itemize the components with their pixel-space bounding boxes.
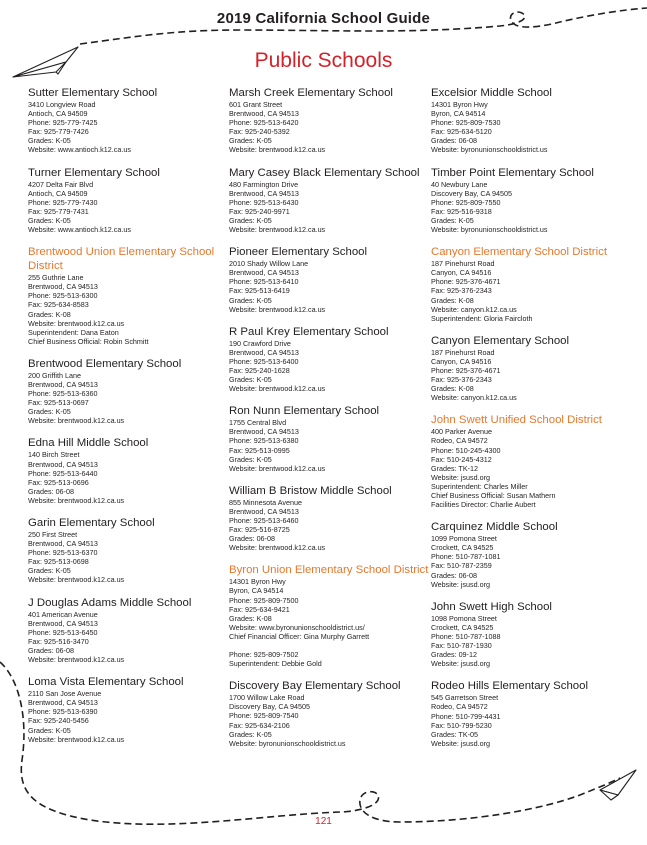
grades-line: Grades: K-08 xyxy=(431,384,474,394)
website-line: Website: brentwood.k12.ca.us xyxy=(28,575,125,585)
fax-line: Fax: 510-787-1930 xyxy=(431,641,492,651)
phone-line: Phone: 925-513-6440 xyxy=(28,468,98,478)
school-listing xyxy=(28,596,228,665)
address-line: 140 Birch Street xyxy=(28,450,80,460)
address-line: 1099 Pomona Street xyxy=(431,534,497,544)
phone-line: Phone: 925-376-4671 xyxy=(431,277,501,287)
website-line: Website: byronunionschooldistrict.us xyxy=(431,225,548,235)
school-listing xyxy=(229,404,429,473)
city-line: Brentwood, CA 94513 xyxy=(28,459,98,469)
website-line: Website: brentwood.k12.ca.us xyxy=(28,318,125,328)
address-line: 1755 Central Blvd xyxy=(229,418,287,428)
detail-line: Facilities Director: Charlie Aubert xyxy=(431,500,536,510)
website-line: Website: www.byronunionschooldistrict.us/ xyxy=(229,622,365,632)
city-line: Byron, CA 94514 xyxy=(229,586,284,596)
grades-line: Grades: K-05 xyxy=(431,215,474,225)
school-listing xyxy=(28,166,228,235)
address-line: 187 Pinehurst Road xyxy=(431,259,495,269)
website-line: Website: jsusd.org xyxy=(431,579,490,589)
phone-line: Phone: 925-513-6450 xyxy=(28,627,98,637)
website-line: Website: brentwood.k12.ca.us xyxy=(28,734,125,744)
fax-line: Fax: 925-516-3470 xyxy=(28,636,89,646)
address-line: 2010 Shady Willow Lane xyxy=(229,259,309,269)
city-line: Discovery Bay, CA 94505 xyxy=(431,188,512,198)
website-line: Website: brentwood.k12.ca.us xyxy=(28,655,125,665)
district-listing xyxy=(229,563,429,668)
school-listing xyxy=(28,86,228,155)
school-name: Pioneer Elementary School xyxy=(229,246,368,259)
city-line: Brentwood, CA 94513 xyxy=(28,379,98,389)
school-listing xyxy=(431,166,631,235)
city-line: Discovery Bay, CA 94505 xyxy=(229,702,310,712)
page-number: 121 xyxy=(315,816,332,827)
city-line: Brentwood, CA 94513 xyxy=(28,282,98,292)
grades-line: Grades: K-05 xyxy=(229,729,272,739)
detail-line: Superintendent: Dana Eaton xyxy=(28,327,119,337)
phone-line: Phone: 925-513-6460 xyxy=(229,516,299,525)
grades-line: Grades: K-08 xyxy=(431,295,474,305)
address-line: 14301 Byron Hwy xyxy=(229,577,286,587)
district-name: Byron Union Elementary School District xyxy=(229,564,429,577)
school-listing xyxy=(229,166,429,235)
school-name: Mary Casey Black Elementary School xyxy=(229,166,420,179)
school-listing xyxy=(431,520,631,589)
school-listing xyxy=(229,86,429,155)
phone-line: Phone: 925-779-7425 xyxy=(28,118,98,128)
website-line: Website: brentwood.k12.ca.us xyxy=(229,145,326,155)
website-line: Website: brentwood.k12.ca.us xyxy=(229,225,326,235)
school-listing xyxy=(431,679,631,748)
grades-line: Grades: 06-08 xyxy=(431,570,477,580)
paper-airplane-icon-bottom xyxy=(600,770,636,800)
grades-line: Grades: K-05 xyxy=(28,215,71,225)
phone-line: Phone: 925-809-7502 xyxy=(229,650,299,660)
fax-line: Fax: 925-779-7426 xyxy=(28,127,89,137)
grades-line: Grades: K-05 xyxy=(28,136,71,146)
listing-column-1 xyxy=(28,86,228,755)
website-line: Website: byronunionschooldistrict.us xyxy=(229,738,346,748)
detail-line: Superintendent: Debbie Gold xyxy=(229,659,322,669)
grades-line: Grades: K-05 xyxy=(28,566,71,576)
school-listing xyxy=(431,86,631,155)
address-line: 480 Farmington Drive xyxy=(229,179,299,189)
phone-line: Phone: 925-809-7540 xyxy=(229,711,299,721)
grades-line: Grades: K-08 xyxy=(229,613,272,623)
school-name: Rodeo Hills Elementary School xyxy=(431,680,589,693)
school-name: Ron Nunn Elementary School xyxy=(229,405,380,418)
fax-line: Fax: 925-513-6419 xyxy=(229,286,290,296)
address-line: 200 Griffith Lane xyxy=(28,370,82,380)
website-line: Website: jsusd.org xyxy=(431,738,490,748)
school-listing xyxy=(431,600,631,669)
address-line: 14301 Byron Hwy xyxy=(431,100,488,109)
district-listing xyxy=(431,413,631,509)
city-line: Brentwood, CA 94513 xyxy=(28,539,98,549)
city-line: Brentwood, CA 94513 xyxy=(229,506,299,516)
fax-line: Fax: 925-240-1628 xyxy=(229,365,290,375)
phone-line: Phone: 925-513-6300 xyxy=(28,291,98,301)
grades-line: Grades: K-05 xyxy=(229,136,272,146)
school-name: Garin Elementary School xyxy=(28,517,155,529)
grades-line: Grades: 06-08 xyxy=(28,486,74,496)
phone-line: Phone: 510-799-4431 xyxy=(431,711,501,721)
address-line: 545 Garretson Street xyxy=(431,693,499,703)
phone-line: Phone: 925-779-7430 xyxy=(28,197,98,207)
phone-line: Phone: 925-809-7550 xyxy=(431,197,501,207)
school-listing xyxy=(229,325,429,394)
website-line: Website: brentwood.k12.ca.us xyxy=(28,416,125,426)
phone-line: Phone: 925-513-6360 xyxy=(28,389,98,399)
website-line: Website: brentwood.k12.ca.us xyxy=(229,463,326,473)
website-line: Website: www.antioch.k12.ca.us xyxy=(28,145,131,155)
grades-line: Grades: K-05 xyxy=(28,407,71,417)
address-line: 4207 Delta Fair Blvd xyxy=(28,179,94,189)
grades-line: Grades: 06-08 xyxy=(229,534,275,544)
fax-line: Fax: 925-240-9971 xyxy=(229,206,290,216)
city-line: Brentwood, CA 94513 xyxy=(229,268,299,278)
district-name: Canyon Elementary School District xyxy=(431,246,607,259)
grades-line: Grades: K-05 xyxy=(229,295,272,305)
fax-line: Fax: 510-245-4312 xyxy=(431,454,492,464)
fax-line: Fax: 925-634-2106 xyxy=(229,720,290,730)
website-line: Website: byronunionschooldistrict.us xyxy=(431,145,548,155)
school-name: John Swett High School xyxy=(431,600,552,613)
address-line: 187 Pinehurst Road xyxy=(431,347,495,357)
website-line: Website: brentwood.k12.ca.us xyxy=(229,384,326,394)
city-line: Brentwood, CA 94513 xyxy=(229,188,299,198)
fax-line: Fax: 925-513-0697 xyxy=(28,398,89,408)
detail-line: Superintendent: Gloria Faircloth xyxy=(431,313,533,323)
city-line: Byron, CA 94514 xyxy=(431,109,486,119)
city-line: Brentwood, CA 94513 xyxy=(28,698,98,708)
phone-line: Phone: 925-513-6370 xyxy=(28,548,98,558)
detail-line: Chief Financial Officer: Gina Murphy Garrett xyxy=(229,631,370,641)
grades-line: Grades: 06-08 xyxy=(431,136,477,146)
city-line: Canyon, CA 94516 xyxy=(431,268,492,278)
address-line: 855 Minnesota Avenue xyxy=(229,497,302,507)
listing-column-2 xyxy=(229,86,429,759)
school-listing xyxy=(229,484,429,553)
website-line: Website: jsusd.org xyxy=(431,659,490,669)
fax-line: Fax: 925-376-2343 xyxy=(431,286,492,296)
school-listing xyxy=(229,679,429,748)
grades-line: Grades: TK-05 xyxy=(431,729,479,739)
school-name: Timber Point Elementary School xyxy=(431,166,594,179)
address-line: 2110 San Jose Avenue xyxy=(28,689,102,699)
school-name: Edna Hill Middle School xyxy=(28,437,149,450)
detail-line: Chief Business Official: Susan Mathern xyxy=(431,491,556,500)
school-listing xyxy=(229,245,429,314)
fax-line: Fax: 925-516-8725 xyxy=(229,525,290,535)
fax-line: Fax: 925-513-0698 xyxy=(28,557,89,567)
fax-line: Fax: 925-516-9318 xyxy=(431,206,492,216)
grades-line: Grades: K-05 xyxy=(229,215,272,225)
phone-line: Phone: 925-513-6380 xyxy=(229,436,299,446)
phone-line: Phone: 925-513-6430 xyxy=(229,197,299,207)
address-line: 255 Guthrie Lane xyxy=(28,273,84,283)
district-name: John Swett Unified School District xyxy=(431,414,602,427)
phone-line: Phone: 925-513-6410 xyxy=(229,277,299,287)
address-line: 401 American Avenue xyxy=(28,609,98,619)
address-line: 601 Grant Street xyxy=(229,100,283,109)
phone-line: Phone: 510-787-1081 xyxy=(431,552,501,562)
city-line: Canyon, CA 94516 xyxy=(431,356,492,366)
website-line: Website: canyon.k12.ca.us xyxy=(431,393,517,403)
fax-line: Fax: 925-634-9421 xyxy=(229,604,290,614)
website-line: Website: jsusd.org xyxy=(431,472,490,482)
address-line: 1700 Willow Lake Road xyxy=(229,693,305,703)
website-line: Website: brentwood.k12.ca.us xyxy=(229,304,326,314)
school-name: Marsh Creek Elementary School xyxy=(229,87,393,99)
website-line: Website: canyon.k12.ca.us xyxy=(431,304,517,314)
school-listing xyxy=(28,516,228,585)
fax-line: Fax: 925-513-0995 xyxy=(229,445,290,455)
detail-line: Superintendent: Charles Miller xyxy=(431,481,528,491)
school-name: William B Bristow Middle School xyxy=(229,484,392,497)
grades-line: Grades: K-05 xyxy=(229,375,272,385)
school-listing xyxy=(28,357,228,426)
address-line: 3410 Longview Road xyxy=(28,100,96,109)
school-listing xyxy=(28,436,228,505)
school-name: R Paul Krey Elementary School xyxy=(229,325,389,338)
city-line: Brentwood, CA 94513 xyxy=(229,347,299,357)
fax-line: Fax: 925-634-5120 xyxy=(431,127,492,137)
address-line: 40 Newbury Lane xyxy=(431,179,488,189)
school-listing xyxy=(431,334,631,403)
grades-line: Grades: K-08 xyxy=(28,309,71,319)
fax-line: Fax: 925-634-8583 xyxy=(28,300,89,310)
city-line: Rodeo, CA 94572 xyxy=(431,436,488,446)
website-line: Website: www.antioch.k12.ca.us xyxy=(28,225,131,235)
fax-line: Fax: 510-787-2359 xyxy=(431,561,492,571)
school-name: Excelsior Middle School xyxy=(431,87,552,99)
city-line: Antioch, CA 94509 xyxy=(28,109,88,119)
district-listing xyxy=(28,245,228,346)
city-line: Brentwood, CA 94513 xyxy=(229,109,299,119)
city-line: Crockett, CA 94525 xyxy=(431,543,494,553)
school-name: Sutter Elementary School xyxy=(28,87,158,99)
listing-column-3 xyxy=(431,86,631,759)
fax-line: Fax: 925-240-5392 xyxy=(229,127,290,137)
phone-line: Phone: 925-513-6420 xyxy=(229,118,299,128)
phone-line: Phone: 510-245-4300 xyxy=(431,445,501,455)
website-line: Website: brentwood.k12.ca.us xyxy=(28,495,125,505)
address-line: 250 First Street xyxy=(28,530,78,539)
school-name: J Douglas Adams Middle School xyxy=(28,596,192,609)
address-line: 1098 Pomona Street xyxy=(431,613,497,623)
phone-line: Phone: 510-787-1088 xyxy=(431,631,501,641)
website-line: Website: brentwood.k12.ca.us xyxy=(229,543,326,553)
district-listing xyxy=(431,245,631,323)
guide-title: 2019 California School Guide xyxy=(216,10,431,27)
grades-line: Grades: TK-12 xyxy=(431,463,479,473)
school-name: Loma Vista Elementary School xyxy=(28,676,184,689)
fax-line: Fax: 510-799-5230 xyxy=(431,720,492,730)
school-name: Discovery Bay Elementary School xyxy=(229,680,401,693)
city-line: Rodeo, CA 94572 xyxy=(431,702,488,712)
city-line: Brentwood, CA 94513 xyxy=(28,618,98,628)
fax-line: Fax: 925-240-5456 xyxy=(28,716,89,726)
phone-line: Phone: 925-809-7530 xyxy=(431,118,501,128)
school-name: Brentwood Elementary School xyxy=(28,357,182,370)
phone-line: Phone: 925-376-4671 xyxy=(431,365,501,375)
detail-line: Chief Business Official: Robin Schmitt xyxy=(28,336,149,346)
school-name: Carquinez Middle School xyxy=(431,521,558,534)
fax-line: Fax: 925-376-2343 xyxy=(431,375,492,385)
fax-line: Fax: 925-513-0696 xyxy=(28,477,89,487)
school-name: Turner Elementary School xyxy=(28,166,160,179)
section-title: Public Schools xyxy=(254,49,393,72)
grades-line: Grades: 09-12 xyxy=(431,650,477,660)
phone-line: Phone: 925-513-6400 xyxy=(229,356,299,366)
grades-line: Grades: K-05 xyxy=(229,454,272,464)
school-listing xyxy=(28,675,228,744)
city-line: Antioch, CA 94509 xyxy=(28,188,88,198)
school-name: Canyon Elementary School xyxy=(431,334,570,347)
fax-line: Fax: 925-779-7431 xyxy=(28,206,89,216)
address-line: 400 Parker Avenue xyxy=(431,427,493,437)
address-line: 190 Crawford Drive xyxy=(229,338,291,348)
city-line: Crockett, CA 94525 xyxy=(431,622,494,632)
city-line: Brentwood, CA 94513 xyxy=(229,427,299,437)
phone-line: Phone: 925-513-6390 xyxy=(28,707,98,717)
phone-line: Phone: 925-809-7500 xyxy=(229,595,299,605)
grades-line: Grades: 06-08 xyxy=(28,645,74,655)
grades-line: Grades: K-05 xyxy=(28,725,71,735)
district-name: Brentwood Union Elementary School District xyxy=(28,246,215,273)
